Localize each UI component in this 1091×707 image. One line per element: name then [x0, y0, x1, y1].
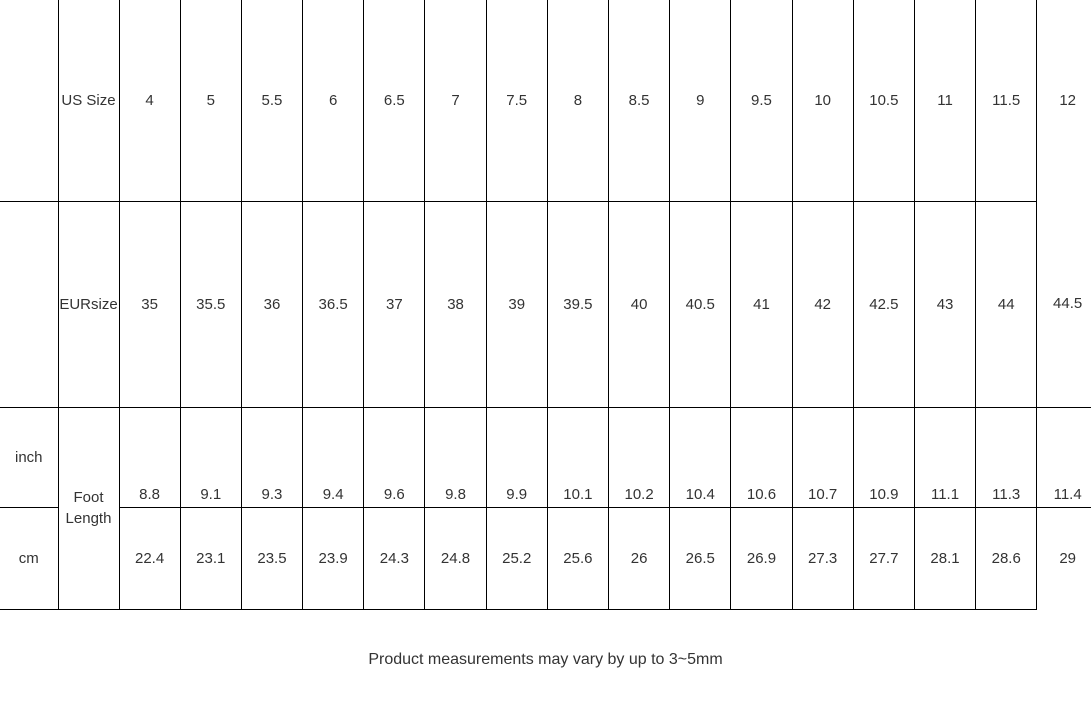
us-size-value: 11.5 [976, 0, 1037, 201]
eur-size-label: EURsize [58, 201, 119, 407]
inch-value: 9.4 [303, 407, 364, 507]
cm-value: 24.3 [364, 507, 425, 609]
row-inch [0, 407, 1091, 507]
us-size-value: 8.5 [609, 0, 670, 201]
cm-value: 23.9 [303, 507, 364, 609]
eur-size-value: 42.5 [853, 201, 914, 407]
us-size-label: US Size [58, 0, 119, 201]
cm-value: 25.2 [486, 507, 547, 609]
us-size-value: 5.5 [241, 0, 302, 201]
us-size-value: 4 [119, 0, 180, 201]
eur-size-value: 37 [364, 201, 425, 407]
inch-value: 10.6 [731, 407, 792, 507]
cm-value: 23.1 [180, 507, 241, 609]
inch-value: 9.1 [180, 407, 241, 507]
eur-size-value: 43 [914, 201, 975, 407]
cm-value: 23.5 [241, 507, 302, 609]
cm-value: 27.7 [853, 507, 914, 609]
inch-value: 9.6 [364, 407, 425, 507]
cm-value: 28.1 [914, 507, 975, 609]
us-size-value: 11 [914, 0, 975, 201]
row-us-size [0, 0, 1091, 201]
us-size-value: 12 [1059, 92, 1076, 109]
row-cm [0, 507, 1091, 609]
us-size-value: 9 [670, 0, 731, 201]
inch-value: 10.9 [853, 407, 914, 507]
eur-size-value: 40 [609, 201, 670, 407]
eur-size-value: 42 [792, 201, 853, 407]
inch-value: 10.1 [547, 407, 608, 507]
eur-size-value: 44.5 [1037, 201, 1091, 407]
us-size-value: 6.5 [364, 0, 425, 201]
cm-value: 27.3 [792, 507, 853, 609]
cm-value: 22.4 [119, 507, 180, 609]
inch-value: 11.3 [976, 407, 1037, 507]
inch-value: 9.9 [486, 407, 547, 507]
inch-value: 9.3 [241, 407, 302, 507]
us-size-value: 9.5 [731, 0, 792, 201]
inch-value: 11.4 [1037, 407, 1091, 507]
us-size-value: 7.5 [486, 0, 547, 201]
empty-corner-cell [0, 0, 58, 201]
eur-size-value: 36 [241, 201, 302, 407]
cm-value: 26.5 [670, 507, 731, 609]
eur-size-value: 41 [731, 201, 792, 407]
eur-size-value: 40.5 [670, 201, 731, 407]
cm-unit-label: cm [0, 507, 58, 609]
inch-value: 9.8 [425, 407, 486, 507]
cm-value: 25.6 [547, 507, 608, 609]
inch-value: 8.8 [119, 407, 180, 507]
cm-value: 26 [609, 507, 670, 609]
us-size-value: 10 [792, 0, 853, 201]
us-size-value: 7 [425, 0, 486, 201]
measurement-disclaimer: Product measurements may vary by up to 3~5mm [368, 651, 723, 668]
inch-value: 10.4 [670, 407, 731, 507]
inch-value: 10.2 [609, 407, 670, 507]
eur-size-value: 44 [976, 201, 1037, 407]
cm-value: 29 [1059, 549, 1076, 567]
us-size-value: 8 [547, 0, 608, 201]
cm-value: 28.6 [976, 507, 1037, 609]
us-size-value: 10.5 [853, 0, 914, 201]
eur-size-value: 36.5 [303, 201, 364, 407]
inch-unit-label: inch [0, 407, 58, 507]
eur-size-value: 39 [486, 201, 547, 407]
cm-value: 26.9 [731, 507, 792, 609]
inch-value: 11.1 [914, 407, 975, 507]
us-size-value: 6 [303, 0, 364, 201]
eur-size-value: 38 [425, 201, 486, 407]
empty-corner-cell [0, 201, 58, 407]
row-eur-size [0, 201, 1091, 407]
eur-size-value: 35 [119, 201, 180, 407]
eur-size-value: 35.5 [180, 201, 241, 407]
eur-size-value: 39.5 [547, 201, 608, 407]
inch-value: 10.7 [792, 407, 853, 507]
us-size-value: 5 [180, 0, 241, 201]
cm-value: 24.8 [425, 507, 486, 609]
foot-length-label: Foot Length [58, 407, 119, 609]
